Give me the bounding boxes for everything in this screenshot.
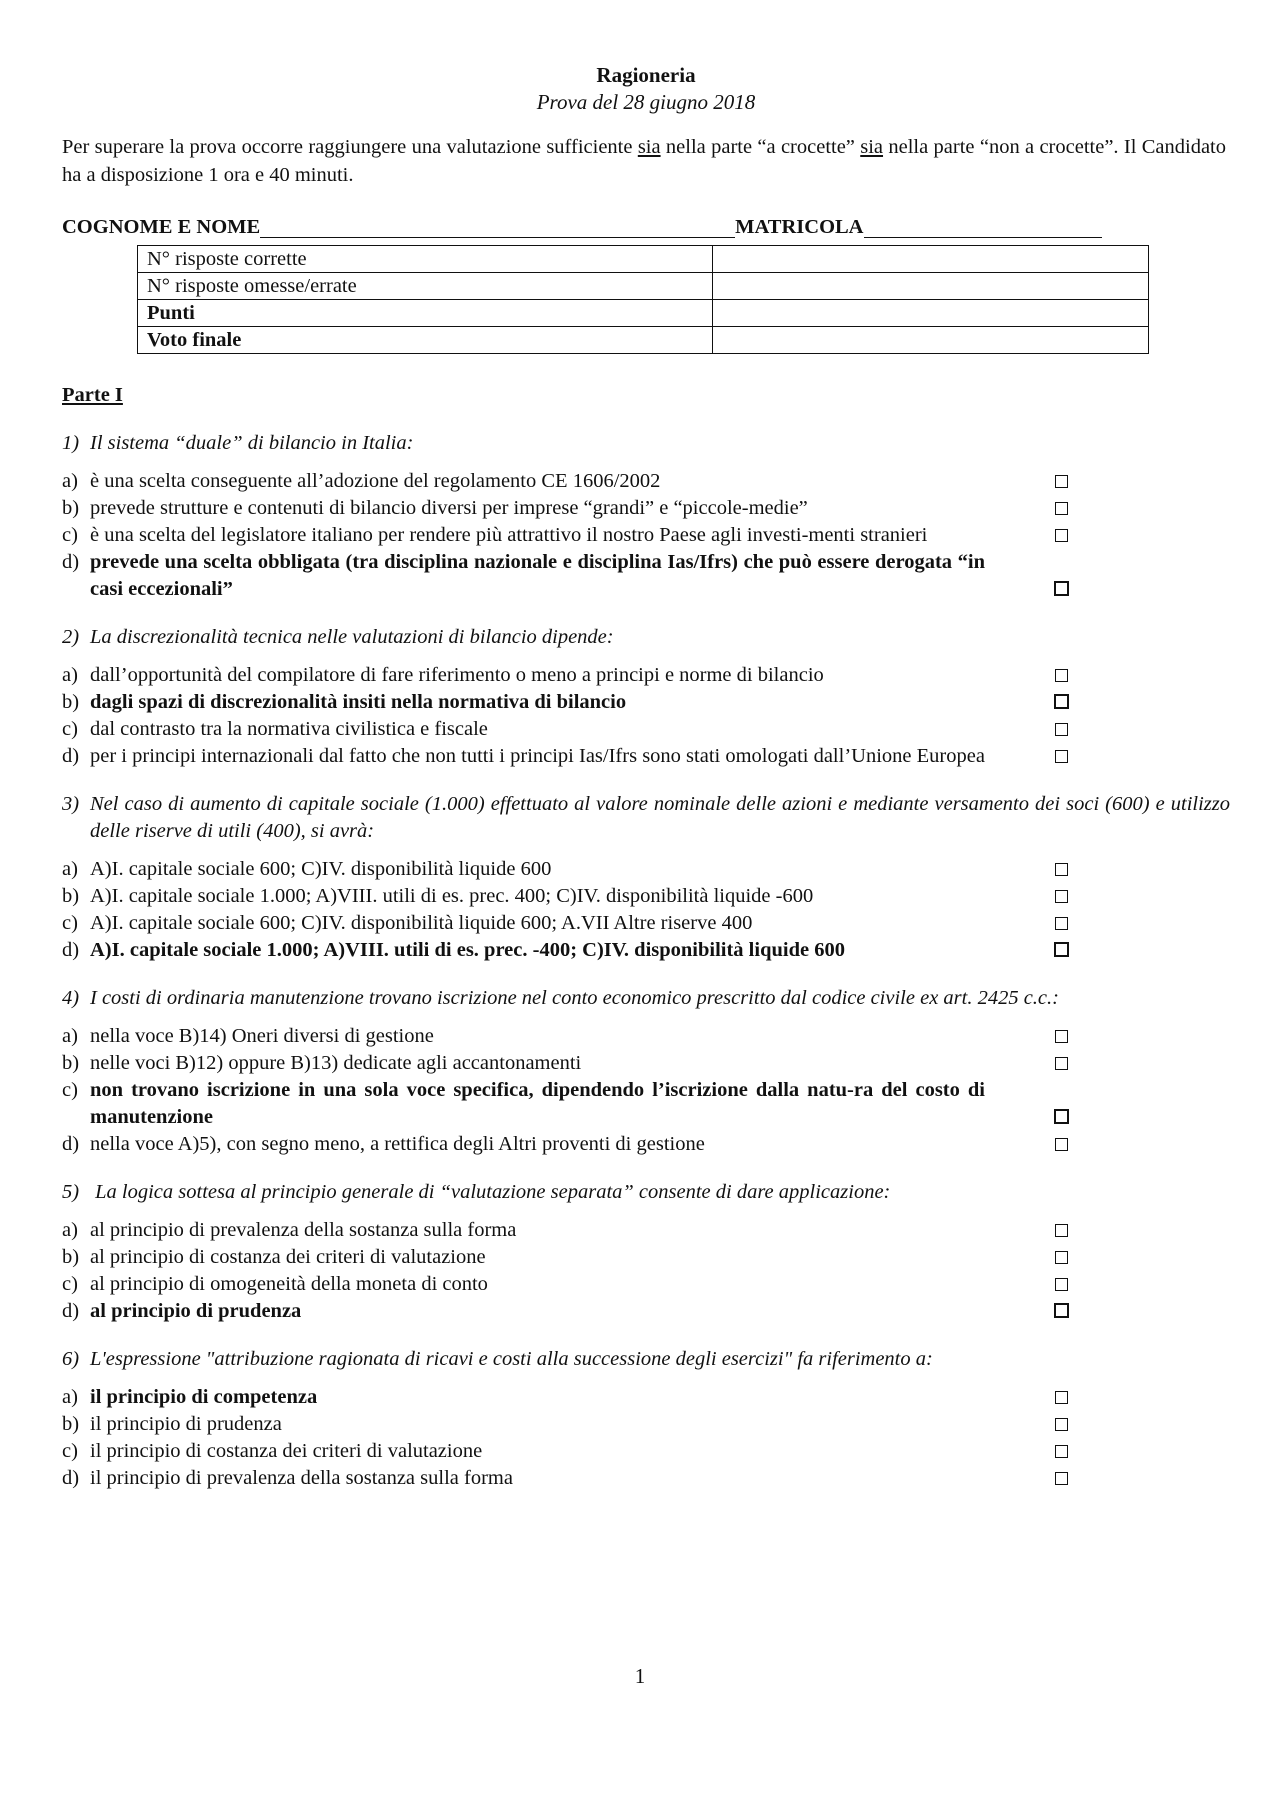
answer-checkbox[interactable] xyxy=(1055,529,1068,542)
question-5 xyxy=(62,1179,1230,1325)
answer-checkbox[interactable] xyxy=(1055,1445,1068,1458)
option-text: al principio di omogeneità della moneta di conto xyxy=(90,1273,488,1295)
answer-checkbox[interactable] xyxy=(1055,917,1068,930)
option-text: nelle voci B)12) oppure B)13) dedicate agli accantonamenti xyxy=(90,1052,582,1074)
option-text: prevede una scelta obbligata (tra disciplina nazionale e disciplina Ias/Ifrs) che può essere derogata “in casi eccezionali” xyxy=(90,551,985,600)
option-d xyxy=(62,549,1230,603)
answer-checkbox[interactable] xyxy=(1055,669,1068,682)
answer-checkbox[interactable] xyxy=(1055,890,1068,903)
intro-text-1: Per superare la prova occorre raggiungere una valutazione sufficiente xyxy=(62,136,638,158)
option-letter: d) xyxy=(62,939,80,961)
name-field[interactable] xyxy=(260,217,735,238)
option-d xyxy=(62,937,1230,964)
answer-checkbox[interactable] xyxy=(1055,1278,1068,1291)
option-letter: d) xyxy=(62,551,80,573)
option-letter: b) xyxy=(62,1052,80,1074)
answer-checkbox[interactable] xyxy=(1055,1057,1068,1070)
option-text: è una scelta conseguente all’adozione del regolamento CE 1606/2002 xyxy=(90,470,661,492)
answer-checkbox[interactable] xyxy=(1055,502,1068,515)
option-c xyxy=(62,716,1230,743)
option-letter: c) xyxy=(62,1079,78,1101)
option-letter: a) xyxy=(62,1219,78,1241)
option-text: al principio di prudenza xyxy=(90,1300,302,1322)
option-text: A)I. capitale sociale 600; C)IV. disponibilità liquide 600; A.VII Altre riserve 400 xyxy=(90,912,753,934)
intro-sia-2: sia xyxy=(860,136,884,158)
option-letter: c) xyxy=(62,1273,78,1295)
option-letter: a) xyxy=(62,1386,78,1408)
matricola-field[interactable] xyxy=(864,217,1102,238)
part-title: Parte I xyxy=(62,384,123,406)
answer-checkbox[interactable] xyxy=(1054,1303,1069,1318)
option-letter: c) xyxy=(62,1440,78,1462)
option-a xyxy=(62,662,1230,689)
option-a xyxy=(62,1023,1230,1050)
option-text: prevede strutture e contenuti di bilancio diversi per imprese “grandi” e “piccole-medie” xyxy=(90,497,808,519)
question-prompt: L'espressione "attribuzione ragionata di ricavi e costi alla successione degli esercizi" fa riferimento a: xyxy=(90,1348,933,1370)
score-value-cell[interactable] xyxy=(713,246,1149,273)
option-d xyxy=(62,1298,1230,1325)
option-b xyxy=(62,1411,1230,1438)
option-b xyxy=(62,1244,1230,1271)
option-letter: b) xyxy=(62,885,80,907)
score-table xyxy=(137,245,1149,354)
answer-checkbox[interactable] xyxy=(1055,863,1068,876)
option-text: dall’opportunità del compilatore di fare riferimento o meno a principi e norme di bilancio xyxy=(90,664,824,686)
option-letter: b) xyxy=(62,1246,80,1268)
question-number: 4) xyxy=(62,987,80,1009)
question-prompt: Il sistema “duale” di bilancio in Italia: xyxy=(90,432,414,454)
option-c xyxy=(62,522,1230,549)
options-list xyxy=(62,856,1230,964)
options-list xyxy=(62,662,1230,770)
options-list xyxy=(62,1023,1230,1158)
option-a xyxy=(62,1384,1230,1411)
exam-subtitle: Prova del 28 giugno 2018 xyxy=(536,90,756,114)
intro-sia-1: sia xyxy=(637,136,661,158)
option-text: è una scelta del legislatore italiano per rendere più attrattivo il nostro Paese agli investi-menti stranieri xyxy=(90,524,928,546)
name-label: COGNOME E NOME xyxy=(62,216,261,238)
question-text xyxy=(62,430,1230,457)
option-text: per i principi internazionali dal fatto che non tutti i principi Ias/Ifrs sono stati omologati dall’Unione Europea xyxy=(90,745,985,767)
option-text: non trovano iscrizione in una sola voce specifica, dipendendo l’iscrizione dalla natu-ra del costo di manutenzione xyxy=(90,1079,985,1128)
question-number: 2) xyxy=(62,626,80,648)
answer-checkbox[interactable] xyxy=(1055,1138,1068,1151)
score-label: Punti xyxy=(138,300,713,327)
answer-checkbox[interactable] xyxy=(1055,1472,1068,1485)
question-4 xyxy=(62,985,1230,1158)
option-a xyxy=(62,856,1230,883)
intro-text-3: nella parte “non a crocette”. Il Candidato ha a disposizione 1 ora e 40 minuti. xyxy=(62,136,1227,186)
option-d xyxy=(62,1465,1230,1492)
option-letter: a) xyxy=(62,470,78,492)
answer-checkbox[interactable] xyxy=(1054,581,1069,596)
option-text: il principio di costanza dei criteri di valutazione xyxy=(90,1440,483,1462)
option-letter: d) xyxy=(62,745,80,767)
option-text: il principio di prudenza xyxy=(90,1413,282,1435)
answer-checkbox[interactable] xyxy=(1054,694,1069,709)
option-letter: c) xyxy=(62,912,78,934)
score-label: N° risposte omesse/errate xyxy=(138,273,713,300)
question-prompt: La discrezionalità tecnica nelle valutazioni di bilancio dipende: xyxy=(90,626,614,648)
option-b xyxy=(62,1050,1230,1077)
options-list xyxy=(62,1217,1230,1325)
option-letter: c) xyxy=(62,524,78,546)
question-prompt: Nel caso di aumento di capitale sociale (1.000) effettuato al valore nominale delle azioni e mediante versamento dei soci (600) e utilizzo delle riserve di utili (400), si avrà: xyxy=(90,793,1230,842)
question-2 xyxy=(62,624,1230,770)
option-d xyxy=(62,743,1230,770)
score-value-cell[interactable] xyxy=(713,273,1149,300)
option-text: dal contrasto tra la normativa civilistica e fiscale xyxy=(90,718,488,740)
option-letter: b) xyxy=(62,1413,80,1435)
question-text xyxy=(62,985,1230,1012)
option-a xyxy=(62,1217,1230,1244)
options-list xyxy=(62,468,1230,603)
option-letter: a) xyxy=(62,664,78,686)
question-6 xyxy=(62,1346,1230,1492)
option-text: A)I. capitale sociale 1.000; A)VIII. utili di es. prec. 400; C)IV. disponibilità liquide -600 xyxy=(90,885,814,907)
option-letter: d) xyxy=(62,1467,80,1489)
option-text: al principio di costanza dei criteri di valutazione xyxy=(90,1246,486,1268)
exam-title: Ragioneria xyxy=(596,63,696,87)
option-letter: d) xyxy=(62,1300,80,1322)
option-b xyxy=(62,495,1230,522)
question-number: 3) xyxy=(62,793,80,815)
answer-checkbox[interactable] xyxy=(1055,1391,1068,1404)
option-letter: c) xyxy=(62,718,78,740)
option-letter: d) xyxy=(62,1133,80,1155)
question-number: 1) xyxy=(62,432,80,454)
table-row xyxy=(138,300,1149,327)
option-b xyxy=(62,689,1230,716)
option-d xyxy=(62,1131,1230,1158)
answer-checkbox[interactable] xyxy=(1055,1418,1068,1431)
option-text: A)I. capitale sociale 600; C)IV. disponibilità liquide 600 xyxy=(90,858,552,880)
score-value-cell[interactable] xyxy=(713,300,1149,327)
answer-checkbox[interactable] xyxy=(1055,1030,1068,1043)
table-row xyxy=(138,273,1149,300)
instructions xyxy=(62,133,1226,189)
answer-checkbox[interactable] xyxy=(1054,942,1069,957)
matricola-label: MATRICOLA xyxy=(735,216,864,238)
answer-checkbox[interactable] xyxy=(1055,1251,1068,1264)
option-text: il principio di prevalenza della sostanza sulla forma xyxy=(90,1467,513,1489)
student-info-row xyxy=(62,214,1230,241)
option-letter: b) xyxy=(62,497,80,519)
score-label: N° risposte corrette xyxy=(138,246,713,273)
exam-page xyxy=(62,62,1230,1492)
option-text: il principio di competenza xyxy=(90,1386,318,1408)
question-3 xyxy=(62,791,1230,964)
option-a xyxy=(62,468,1230,495)
option-text: al principio di prevalenza della sostanza sulla forma xyxy=(90,1219,517,1241)
question-number: 5) xyxy=(62,1181,80,1203)
option-letter: a) xyxy=(62,858,78,880)
question-1 xyxy=(62,430,1230,603)
answer-checkbox[interactable] xyxy=(1055,750,1068,763)
score-label: Voto finale xyxy=(138,327,713,354)
option-letter: b) xyxy=(62,691,80,713)
question-text xyxy=(62,624,1230,651)
intro-text-2: nella parte “a crocette” xyxy=(660,136,861,158)
option-text: nella voce A)5), con segno meno, a rettifica degli Altri proventi di gestione xyxy=(90,1133,705,1155)
answer-checkbox[interactable] xyxy=(1055,475,1068,488)
question-text xyxy=(62,1179,1230,1206)
option-text: dagli spazi di discrezionalità insiti nella normativa di bilancio xyxy=(90,691,627,713)
option-c xyxy=(62,1077,1230,1131)
options-list xyxy=(62,1384,1230,1492)
option-c xyxy=(62,910,1230,937)
page-number: 1 xyxy=(634,1664,646,1688)
table-row xyxy=(138,246,1149,273)
option-letter: a) xyxy=(62,1025,78,1047)
question-number: 6) xyxy=(62,1348,80,1370)
answer-checkbox[interactable] xyxy=(1055,1224,1068,1237)
option-text: nella voce B)14) Oneri diversi di gestione xyxy=(90,1025,434,1047)
question-prompt: La logica sottesa al principio generale di “valutazione separata” consente di dare applicazione: xyxy=(90,1181,891,1203)
answer-checkbox[interactable] xyxy=(1055,723,1068,736)
option-c xyxy=(62,1438,1230,1465)
table-row xyxy=(138,327,1149,354)
option-c xyxy=(62,1271,1230,1298)
question-text xyxy=(62,1346,1230,1373)
question-text xyxy=(62,791,1230,845)
option-text: A)I. capitale sociale 1.000; A)VIII. utili di es. prec. -400; C)IV. disponibilità liquide 600 xyxy=(90,939,845,961)
score-value-cell[interactable] xyxy=(713,327,1149,354)
option-b xyxy=(62,883,1230,910)
question-prompt: I costi di ordinaria manutenzione trovano iscrizione nel conto economico prescritto dal codice civile ex art. 2425 c.c.: xyxy=(90,987,1059,1009)
answer-checkbox[interactable] xyxy=(1054,1109,1069,1124)
